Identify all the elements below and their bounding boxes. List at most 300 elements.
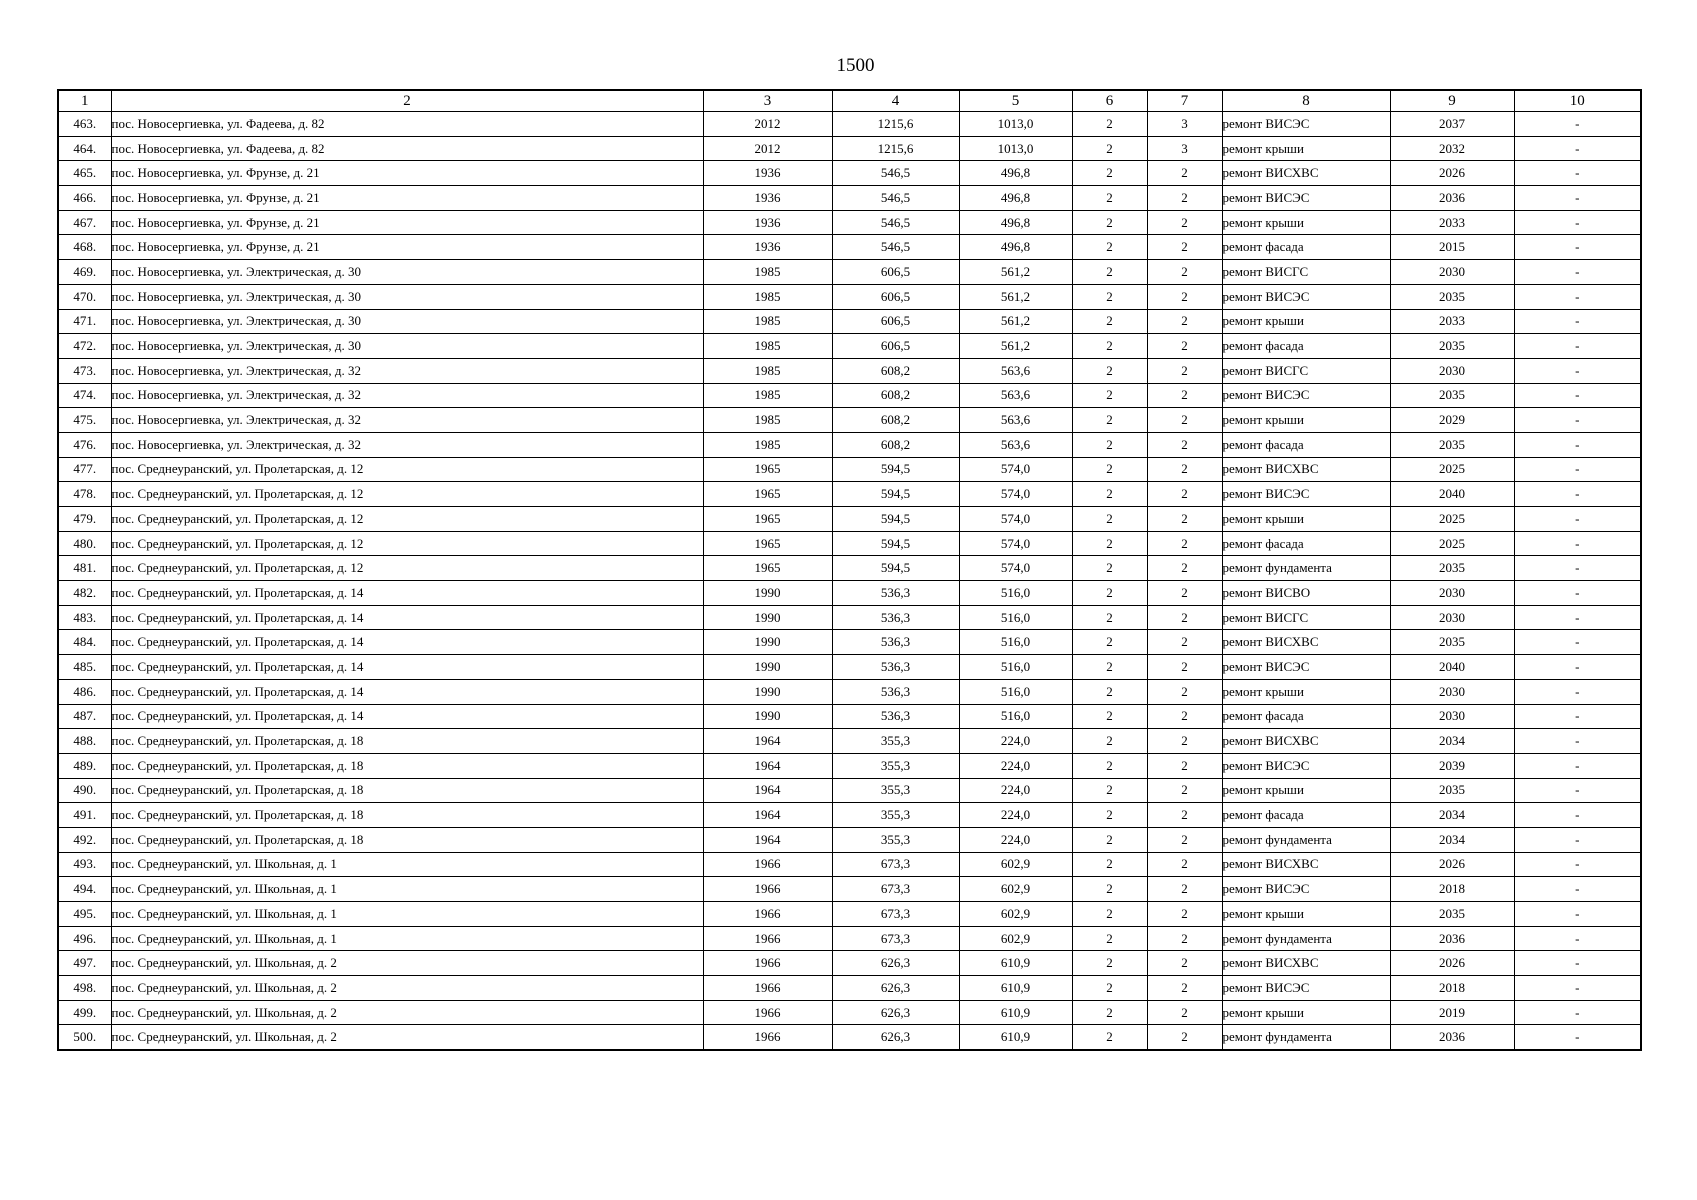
table-row (58, 210, 1641, 235)
planned-year-cell: 2035 (1390, 630, 1514, 655)
table-row (58, 556, 1641, 581)
year-cell: 1966 (703, 1025, 832, 1050)
work-type-cell: ремонт ВИСЭС (1222, 976, 1390, 1001)
address-cell: пос. Новосергиевка, ул. Электрическая, д. 30 (111, 284, 703, 309)
floors-cell: 2 (1072, 112, 1147, 137)
year-cell: 1985 (703, 309, 832, 334)
planned-year-cell: 2035 (1390, 778, 1514, 803)
total-area-cell: 536,3 (832, 704, 959, 729)
living-area-cell: 516,0 (959, 704, 1072, 729)
entrances-cell: 2 (1147, 729, 1222, 754)
row-number-cell: 494. (58, 877, 111, 902)
year-cell: 1985 (703, 408, 832, 433)
work-type-cell: ремонт ВИСВО (1222, 581, 1390, 606)
table-row (58, 383, 1641, 408)
note-cell: - (1514, 112, 1641, 137)
work-type-cell: ремонт ВИСЭС (1222, 186, 1390, 211)
row-number-cell: 468. (58, 235, 111, 260)
address-cell: пос. Новосергиевка, ул. Фрунзе, д. 21 (111, 235, 703, 260)
living-area-cell: 574,0 (959, 507, 1072, 532)
planned-year-cell: 2030 (1390, 581, 1514, 606)
work-type-cell: ремонт ВИСГС (1222, 605, 1390, 630)
entrances-cell: 2 (1147, 482, 1222, 507)
planned-year-cell: 2032 (1390, 136, 1514, 161)
row-number-cell: 483. (58, 605, 111, 630)
note-cell: - (1514, 507, 1641, 532)
address-cell: пос. Новосергиевка, ул. Фрунзе, д. 21 (111, 161, 703, 186)
year-cell: 1985 (703, 260, 832, 285)
table-row (58, 186, 1641, 211)
entrances-cell: 2 (1147, 778, 1222, 803)
work-type-cell: ремонт фасада (1222, 235, 1390, 260)
address-cell: пос. Среднеуранский, ул. Пролетарская, д. 14 (111, 605, 703, 630)
floors-cell: 2 (1072, 729, 1147, 754)
floors-cell: 2 (1072, 432, 1147, 457)
year-cell: 1966 (703, 926, 832, 951)
row-number-cell: 482. (58, 581, 111, 606)
work-type-cell: ремонт ВИСХВС (1222, 951, 1390, 976)
year-cell: 1965 (703, 531, 832, 556)
living-area-cell: 610,9 (959, 1025, 1072, 1050)
column-header: 3 (703, 90, 832, 112)
entrances-cell: 2 (1147, 926, 1222, 951)
address-cell: пос. Среднеуранский, ул. Пролетарская, д. 14 (111, 655, 703, 680)
address-cell: пос. Новосергиевка, ул. Электрическая, д. 32 (111, 432, 703, 457)
floors-cell: 2 (1072, 630, 1147, 655)
floors-cell: 2 (1072, 877, 1147, 902)
table-row (58, 1025, 1641, 1050)
address-cell: пос. Среднеуранский, ул. Школьная, д. 2 (111, 951, 703, 976)
living-area-cell: 224,0 (959, 803, 1072, 828)
table-row (58, 852, 1641, 877)
floors-cell: 2 (1072, 284, 1147, 309)
row-number-cell: 469. (58, 260, 111, 285)
living-area-cell: 602,9 (959, 877, 1072, 902)
year-cell: 1966 (703, 877, 832, 902)
table-row (58, 136, 1641, 161)
note-cell: - (1514, 284, 1641, 309)
table-row (58, 877, 1641, 902)
note-cell: - (1514, 852, 1641, 877)
planned-year-cell: 2035 (1390, 902, 1514, 927)
column-header: 2 (111, 90, 703, 112)
year-cell: 1966 (703, 902, 832, 927)
floors-cell: 2 (1072, 235, 1147, 260)
work-type-cell: ремонт ВИСЭС (1222, 112, 1390, 137)
year-cell: 1966 (703, 951, 832, 976)
table-row (58, 630, 1641, 655)
living-area-cell: 224,0 (959, 778, 1072, 803)
planned-year-cell: 2030 (1390, 260, 1514, 285)
planned-year-cell: 2033 (1390, 309, 1514, 334)
table-row (58, 581, 1641, 606)
year-cell: 1936 (703, 186, 832, 211)
entrances-cell: 2 (1147, 432, 1222, 457)
total-area-cell: 626,3 (832, 951, 959, 976)
planned-year-cell: 2030 (1390, 704, 1514, 729)
table-row (58, 309, 1641, 334)
work-type-cell: ремонт ВИСЭС (1222, 284, 1390, 309)
total-area-cell: 606,5 (832, 284, 959, 309)
entrances-cell: 2 (1147, 1000, 1222, 1025)
entrances-cell: 2 (1147, 260, 1222, 285)
floors-cell: 2 (1072, 531, 1147, 556)
address-cell: пос. Новосергиевка, ул. Электрическая, д. 32 (111, 358, 703, 383)
year-cell: 1990 (703, 655, 832, 680)
row-number-cell: 473. (58, 358, 111, 383)
address-cell: пос. Новосергиевка, ул. Электрическая, д. 30 (111, 260, 703, 285)
row-number-cell: 484. (58, 630, 111, 655)
entrances-cell: 3 (1147, 112, 1222, 137)
work-type-cell: ремонт фундамента (1222, 1025, 1390, 1050)
address-cell: пос. Среднеуранский, ул. Пролетарская, д. 12 (111, 531, 703, 556)
address-cell: пос. Среднеуранский, ул. Пролетарская, д. 18 (111, 827, 703, 852)
floors-cell: 2 (1072, 1025, 1147, 1050)
work-type-cell: ремонт ВИСХВС (1222, 729, 1390, 754)
year-cell: 1964 (703, 729, 832, 754)
living-area-cell: 1013,0 (959, 112, 1072, 137)
note-cell: - (1514, 1000, 1641, 1025)
living-area-cell: 516,0 (959, 581, 1072, 606)
entrances-cell: 2 (1147, 284, 1222, 309)
year-cell: 1990 (703, 679, 832, 704)
table-row (58, 161, 1641, 186)
note-cell: - (1514, 729, 1641, 754)
address-cell: пос. Среднеуранский, ул. Пролетарская, д. 18 (111, 803, 703, 828)
entrances-cell: 2 (1147, 976, 1222, 1001)
total-area-cell: 594,5 (832, 482, 959, 507)
work-type-cell: ремонт ВИСХВС (1222, 457, 1390, 482)
note-cell: - (1514, 309, 1641, 334)
row-number-cell: 492. (58, 827, 111, 852)
note-cell: - (1514, 926, 1641, 951)
note-cell: - (1514, 679, 1641, 704)
floors-cell: 2 (1072, 655, 1147, 680)
floors-cell: 2 (1072, 161, 1147, 186)
living-area-cell: 574,0 (959, 482, 1072, 507)
column-header: 5 (959, 90, 1072, 112)
note-cell: - (1514, 753, 1641, 778)
planned-year-cell: 2030 (1390, 679, 1514, 704)
address-cell: пос. Среднеуранский, ул. Пролетарская, д. 12 (111, 507, 703, 532)
year-cell: 2012 (703, 112, 832, 137)
note-cell: - (1514, 136, 1641, 161)
year-cell: 1964 (703, 827, 832, 852)
note-cell: - (1514, 778, 1641, 803)
total-area-cell: 355,3 (832, 778, 959, 803)
row-number-cell: 491. (58, 803, 111, 828)
address-cell: пос. Среднеуранский, ул. Школьная, д. 2 (111, 1025, 703, 1050)
address-cell: пос. Среднеуранский, ул. Школьная, д. 1 (111, 877, 703, 902)
entrances-cell: 2 (1147, 358, 1222, 383)
table-row (58, 605, 1641, 630)
living-area-cell: 610,9 (959, 976, 1072, 1001)
table-row (58, 902, 1641, 927)
planned-year-cell: 2025 (1390, 531, 1514, 556)
living-area-cell: 1013,0 (959, 136, 1072, 161)
floors-cell: 2 (1072, 926, 1147, 951)
living-area-cell: 496,8 (959, 186, 1072, 211)
floors-cell: 2 (1072, 358, 1147, 383)
table-row (58, 112, 1641, 137)
work-type-cell: ремонт крыши (1222, 679, 1390, 704)
table-row (58, 1000, 1641, 1025)
address-cell: пос. Новосергиевка, ул. Электрическая, д. 32 (111, 383, 703, 408)
address-cell: пос. Среднеуранский, ул. Пролетарская, д. 18 (111, 729, 703, 754)
planned-year-cell: 2015 (1390, 235, 1514, 260)
year-cell: 1985 (703, 358, 832, 383)
planned-year-cell: 2040 (1390, 482, 1514, 507)
table-row (58, 753, 1641, 778)
entrances-cell: 2 (1147, 902, 1222, 927)
entrances-cell: 2 (1147, 1025, 1222, 1050)
entrances-cell: 2 (1147, 581, 1222, 606)
total-area-cell: 546,5 (832, 235, 959, 260)
address-cell: пос. Среднеуранский, ул. Пролетарская, д. 12 (111, 482, 703, 507)
year-cell: 1965 (703, 507, 832, 532)
living-area-cell: 610,9 (959, 1000, 1072, 1025)
work-type-cell: ремонт фасада (1222, 704, 1390, 729)
note-cell: - (1514, 630, 1641, 655)
year-cell: 1964 (703, 803, 832, 828)
floors-cell: 2 (1072, 1000, 1147, 1025)
table-row (58, 432, 1641, 457)
entrances-cell: 2 (1147, 235, 1222, 260)
living-area-cell: 602,9 (959, 902, 1072, 927)
planned-year-cell: 2025 (1390, 457, 1514, 482)
note-cell: - (1514, 383, 1641, 408)
row-number-cell: 470. (58, 284, 111, 309)
entrances-cell: 2 (1147, 309, 1222, 334)
address-cell: пос. Новосергиевка, ул. Фадеева, д. 82 (111, 112, 703, 137)
planned-year-cell: 2035 (1390, 432, 1514, 457)
row-number-cell: 479. (58, 507, 111, 532)
work-type-cell: ремонт ВИСЭС (1222, 877, 1390, 902)
work-type-cell: ремонт ВИСЭС (1222, 482, 1390, 507)
row-number-cell: 497. (58, 951, 111, 976)
table-row (58, 704, 1641, 729)
total-area-cell: 546,5 (832, 186, 959, 211)
total-area-cell: 606,5 (832, 309, 959, 334)
table-row (58, 803, 1641, 828)
address-cell: пос. Среднеуранский, ул. Школьная, д. 1 (111, 902, 703, 927)
address-cell: пос. Среднеуранский, ул. Пролетарская, д. 14 (111, 679, 703, 704)
planned-year-cell: 2035 (1390, 383, 1514, 408)
address-cell: пос. Новосергиевка, ул. Электрическая, д. 32 (111, 408, 703, 433)
year-cell: 1985 (703, 334, 832, 359)
note-cell: - (1514, 1025, 1641, 1050)
column-header: 1 (58, 90, 111, 112)
header-row (58, 90, 1641, 112)
entrances-cell: 2 (1147, 655, 1222, 680)
year-cell: 2012 (703, 136, 832, 161)
column-header: 7 (1147, 90, 1222, 112)
year-cell: 1936 (703, 161, 832, 186)
row-number-cell: 467. (58, 210, 111, 235)
planned-year-cell: 2036 (1390, 926, 1514, 951)
floors-cell: 2 (1072, 581, 1147, 606)
note-cell: - (1514, 951, 1641, 976)
row-number-cell: 500. (58, 1025, 111, 1050)
living-area-cell: 602,9 (959, 852, 1072, 877)
entrances-cell: 2 (1147, 186, 1222, 211)
floors-cell: 2 (1072, 605, 1147, 630)
total-area-cell: 606,5 (832, 260, 959, 285)
entrances-cell: 2 (1147, 556, 1222, 581)
floors-cell: 2 (1072, 507, 1147, 532)
column-header: 10 (1514, 90, 1641, 112)
year-cell: 1965 (703, 482, 832, 507)
table-row (58, 260, 1641, 285)
row-number-cell: 488. (58, 729, 111, 754)
planned-year-cell: 2018 (1390, 976, 1514, 1001)
planned-year-cell: 2019 (1390, 1000, 1514, 1025)
work-type-cell: ремонт крыши (1222, 136, 1390, 161)
year-cell: 1990 (703, 704, 832, 729)
living-area-cell: 516,0 (959, 605, 1072, 630)
living-area-cell: 516,0 (959, 630, 1072, 655)
planned-year-cell: 2037 (1390, 112, 1514, 137)
planned-year-cell: 2034 (1390, 803, 1514, 828)
note-cell: - (1514, 655, 1641, 680)
row-number-cell: 475. (58, 408, 111, 433)
living-area-cell: 561,2 (959, 260, 1072, 285)
total-area-cell: 626,3 (832, 1025, 959, 1050)
table-row (58, 457, 1641, 482)
note-cell: - (1514, 408, 1641, 433)
address-cell: пос. Новосергиевка, ул. Фадеева, д. 82 (111, 136, 703, 161)
floors-cell: 2 (1072, 457, 1147, 482)
floors-cell: 2 (1072, 383, 1147, 408)
living-area-cell: 563,6 (959, 432, 1072, 457)
page-number: 1500 (836, 55, 875, 76)
note-cell: - (1514, 605, 1641, 630)
work-type-cell: ремонт фасада (1222, 803, 1390, 828)
total-area-cell: 594,5 (832, 507, 959, 532)
row-number-cell: 480. (58, 531, 111, 556)
living-area-cell: 574,0 (959, 531, 1072, 556)
entrances-cell: 3 (1147, 136, 1222, 161)
work-type-cell: ремонт ВИСХВС (1222, 852, 1390, 877)
total-area-cell: 355,3 (832, 827, 959, 852)
total-area-cell: 536,3 (832, 655, 959, 680)
living-area-cell: 496,8 (959, 161, 1072, 186)
floors-cell: 2 (1072, 753, 1147, 778)
living-area-cell: 516,0 (959, 655, 1072, 680)
living-area-cell: 516,0 (959, 679, 1072, 704)
row-number-cell: 476. (58, 432, 111, 457)
total-area-cell: 546,5 (832, 161, 959, 186)
floors-cell: 2 (1072, 704, 1147, 729)
total-area-cell: 594,5 (832, 556, 959, 581)
work-type-cell: ремонт ВИСГС (1222, 358, 1390, 383)
column-header: 9 (1390, 90, 1514, 112)
address-cell: пос. Среднеуранский, ул. Пролетарская, д. 12 (111, 457, 703, 482)
floors-cell: 2 (1072, 334, 1147, 359)
living-area-cell: 563,6 (959, 358, 1072, 383)
note-cell: - (1514, 457, 1641, 482)
living-area-cell: 224,0 (959, 729, 1072, 754)
floors-cell: 2 (1072, 679, 1147, 704)
planned-year-cell: 2030 (1390, 358, 1514, 383)
entrances-cell: 2 (1147, 827, 1222, 852)
note-cell: - (1514, 186, 1641, 211)
living-area-cell: 224,0 (959, 827, 1072, 852)
year-cell: 1990 (703, 605, 832, 630)
note-cell: - (1514, 803, 1641, 828)
row-number-cell: 489. (58, 753, 111, 778)
note-cell: - (1514, 827, 1641, 852)
year-cell: 1990 (703, 630, 832, 655)
entrances-cell: 2 (1147, 753, 1222, 778)
year-cell: 1964 (703, 753, 832, 778)
table-row (58, 655, 1641, 680)
work-type-cell: ремонт крыши (1222, 408, 1390, 433)
work-type-cell: ремонт фасада (1222, 531, 1390, 556)
planned-year-cell: 2018 (1390, 877, 1514, 902)
work-type-cell: ремонт крыши (1222, 507, 1390, 532)
row-number-cell: 463. (58, 112, 111, 137)
repair-schedule-table (57, 89, 1642, 1051)
entrances-cell: 2 (1147, 210, 1222, 235)
work-type-cell: ремонт крыши (1222, 210, 1390, 235)
row-number-cell: 486. (58, 679, 111, 704)
table-row (58, 482, 1641, 507)
work-type-cell: ремонт ВИСЭС (1222, 383, 1390, 408)
note-cell: - (1514, 704, 1641, 729)
entrances-cell: 2 (1147, 852, 1222, 877)
column-header: 4 (832, 90, 959, 112)
total-area-cell: 608,2 (832, 432, 959, 457)
total-area-cell: 673,3 (832, 926, 959, 951)
planned-year-cell: 2030 (1390, 605, 1514, 630)
table-row (58, 284, 1641, 309)
total-area-cell: 355,3 (832, 729, 959, 754)
living-area-cell: 561,2 (959, 284, 1072, 309)
work-type-cell: ремонт фасада (1222, 334, 1390, 359)
living-area-cell: 496,8 (959, 210, 1072, 235)
table-row (58, 827, 1641, 852)
floors-cell: 2 (1072, 136, 1147, 161)
total-area-cell: 608,2 (832, 358, 959, 383)
total-area-cell: 608,2 (832, 408, 959, 433)
total-area-cell: 1215,6 (832, 136, 959, 161)
work-type-cell: ремонт крыши (1222, 1000, 1390, 1025)
planned-year-cell: 2039 (1390, 753, 1514, 778)
planned-year-cell: 2034 (1390, 729, 1514, 754)
table-row (58, 507, 1641, 532)
table-row (58, 531, 1641, 556)
note-cell: - (1514, 432, 1641, 457)
row-number-cell: 478. (58, 482, 111, 507)
work-type-cell: ремонт ВИСХВС (1222, 630, 1390, 655)
entrances-cell: 2 (1147, 605, 1222, 630)
entrances-cell: 2 (1147, 408, 1222, 433)
planned-year-cell: 2025 (1390, 507, 1514, 532)
floors-cell: 2 (1072, 408, 1147, 433)
note-cell: - (1514, 531, 1641, 556)
address-cell: пос. Среднеуранский, ул. Пролетарская, д. 18 (111, 753, 703, 778)
note-cell: - (1514, 161, 1641, 186)
row-number-cell: 499. (58, 1000, 111, 1025)
work-type-cell: ремонт ВИСГС (1222, 260, 1390, 285)
note-cell: - (1514, 976, 1641, 1001)
floors-cell: 2 (1072, 976, 1147, 1001)
total-area-cell: 606,5 (832, 334, 959, 359)
table-row (58, 778, 1641, 803)
year-cell: 1966 (703, 852, 832, 877)
year-cell: 1964 (703, 778, 832, 803)
